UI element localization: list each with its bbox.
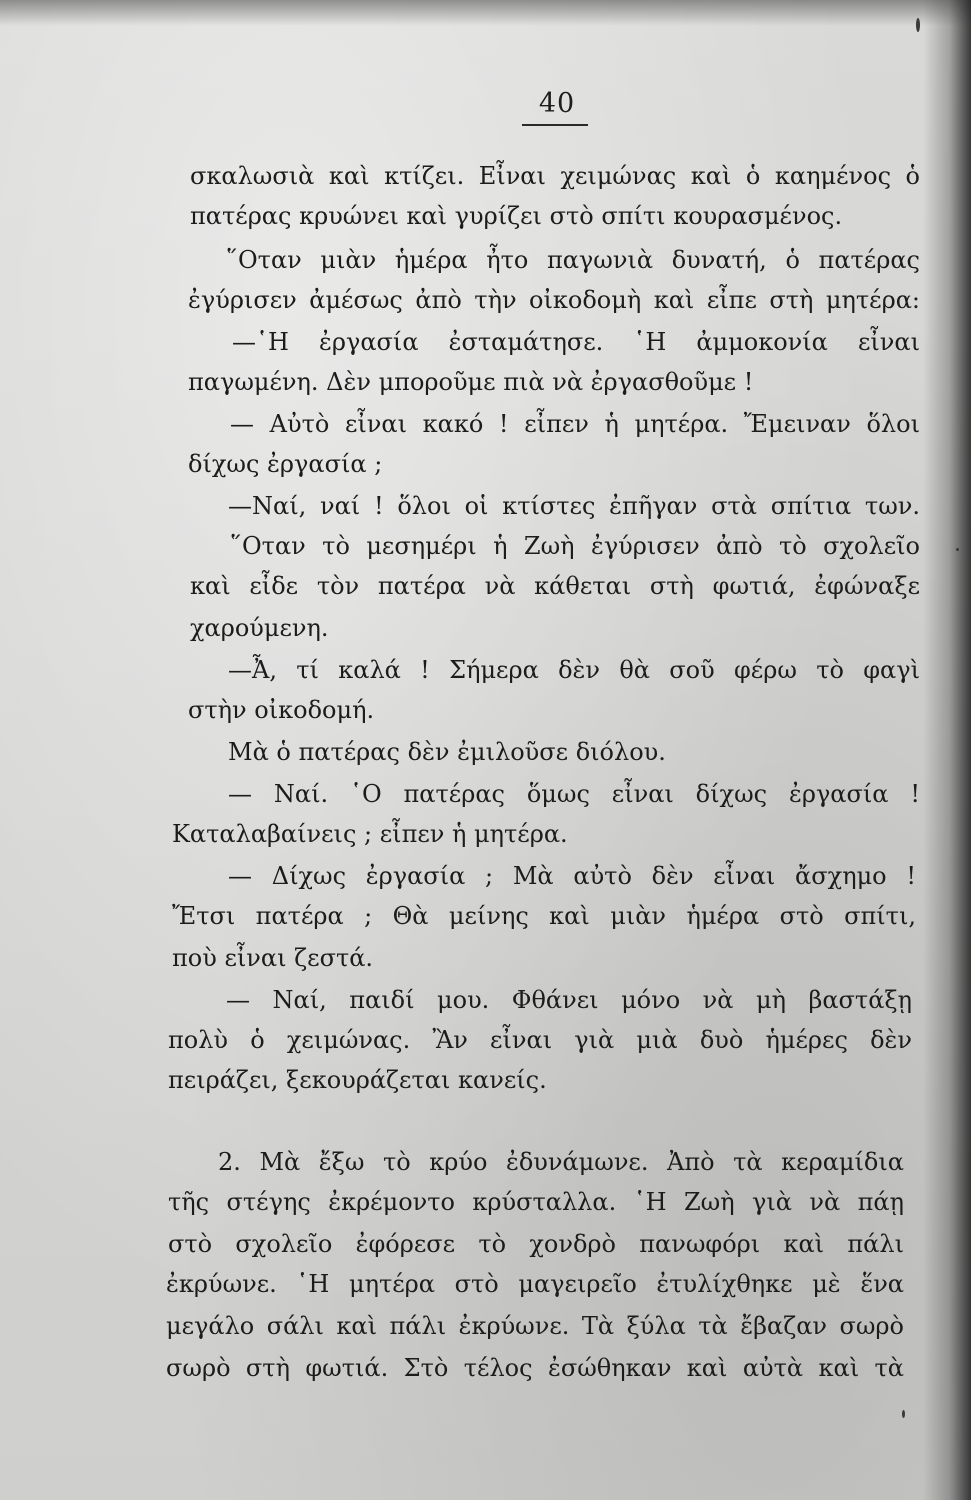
text-line: ἐκρύωνε. ῾Η μητέρα στὸ μαγειρεῖο ἐτυλίχθηκε μὲ ἕνα: [166, 1270, 904, 1298]
text-line: καὶ εἶδε τὸν πατέρα νὰ κάθεται στὴ φωτιά, ἐφώναξε: [190, 572, 920, 600]
text-line: Μὰ ὁ πατέρας δὲν ἐμιλοῦσε διόλου.: [228, 738, 666, 766]
text-line: στὸ σχολεῖο ἐφόρεσε τὸ χονδρὸ πανωφόρι καὶ πάλι: [168, 1230, 904, 1258]
text-line: σκαλωσιὰ καὶ κτίζει. Εἶναι χειμώνας καὶ ὁ καημένος ὁ: [190, 162, 920, 190]
text-line: πειράζει, ξεκουράζεται κανείς.: [168, 1066, 547, 1094]
text-line: ῞Οταν τὸ μεσημέρι ἡ Ζωὴ ἐγύρισεν ἀπὸ τὸ σχολεῖο: [230, 532, 920, 560]
text-line: 2. Μὰ ἔξω τὸ κρύο ἐδυνάμωνε. Ἀπὸ τὰ κεραμίδια: [218, 1148, 904, 1176]
text-line: Καταλαβαίνεις ; εἶπεν ἡ μητέρα.: [172, 820, 568, 848]
text-line: —῾Η ἐργασία ἐσταμάτησε. ῾Η ἀμμοκονία εἶναι: [232, 328, 920, 356]
text-line: χαρούμενη.: [190, 614, 329, 642]
text-line: ποὺ εἶναι ζεστά.: [172, 944, 374, 972]
text-line: —Ναί, ναί ! ὅλοι οἱ κτίστες ἐπῆγαν στὰ σπίτια των.: [228, 492, 920, 520]
top-edge-shadow: [0, 0, 971, 26]
text-line: πολὺ ὁ χειμώνας. Ἂν εἶναι γιὰ μιὰ δυὸ ἡμέρες δὲν: [168, 1026, 912, 1054]
binding-shadow: [923, 0, 971, 1500]
text-line: —Ἆ, τί καλά ! Σήμερα δὲν θὰ σοῦ φέρω τὸ φαγὶ: [228, 656, 920, 684]
text-line: δίχως ἐργασία ;: [188, 450, 383, 478]
page-number: 40: [538, 88, 576, 119]
text-line: — Ναί, παιδί μου. Φθάνει μόνο νὰ μὴ βαστάξῃ: [226, 986, 912, 1014]
text-line: ῞Οταν μιὰν ἡμέρα ἦτο παγωνιὰ δυνατή, ὁ πατέρας: [226, 246, 920, 274]
text-line: Ἔτσι πατέρα ; Θὰ μείνης καὶ μιὰν ἡμέρα στὸ σπίτι,: [172, 902, 916, 930]
text-line: μεγάλο σάλι καὶ πάλι ἐκρύωνε. Τὰ ξύλα τὰ ἔβαζαν σωρὸ: [166, 1312, 904, 1340]
text-line: παγωμένη. Δὲν μποροῦμε πιὰ νὰ ἐργασθοῦμε !: [188, 368, 754, 396]
text-line: σωρὸ στὴ φωτιά. Στὸ τέλος ἐσώθηκαν καὶ αὐτὰ καὶ τὰ: [166, 1354, 904, 1382]
scan-speck: [916, 18, 920, 32]
text-line: στὴν οἰκοδομή.: [188, 696, 375, 724]
page-number-rule: [522, 124, 588, 126]
text-line: — Ναί. ῾Ο πατέρας ὅμως εἶναι δίχως ἐργασία !: [228, 780, 920, 808]
text-line: — Αὐτὸ εἶναι κακό ! εἶπεν ἡ μητέρα. Ἔμειναν ὅλοι: [230, 410, 920, 438]
text-line: τῆς στέγης ἐκρέμοντο κρύσταλλα. ῾Η Ζωὴ γιὰ νὰ πάῃ: [168, 1188, 904, 1216]
text-line: πατέρας κρυώνει καὶ γυρίζει στὸ σπίτι κουρασμένος.: [190, 202, 843, 230]
text-line: ἐγύρισεν ἀμέσως ἀπὸ τὴν οἰκοδομὴ καὶ εἶπε στὴ μητέρα:: [188, 286, 920, 314]
scan-speck: [956, 548, 959, 551]
scan-speck: [902, 1410, 905, 1418]
text-line: — Δίχως ἐργασία ; Μὰ αὐτὸ δὲν εἶναι ἄσχημο !: [228, 862, 916, 890]
